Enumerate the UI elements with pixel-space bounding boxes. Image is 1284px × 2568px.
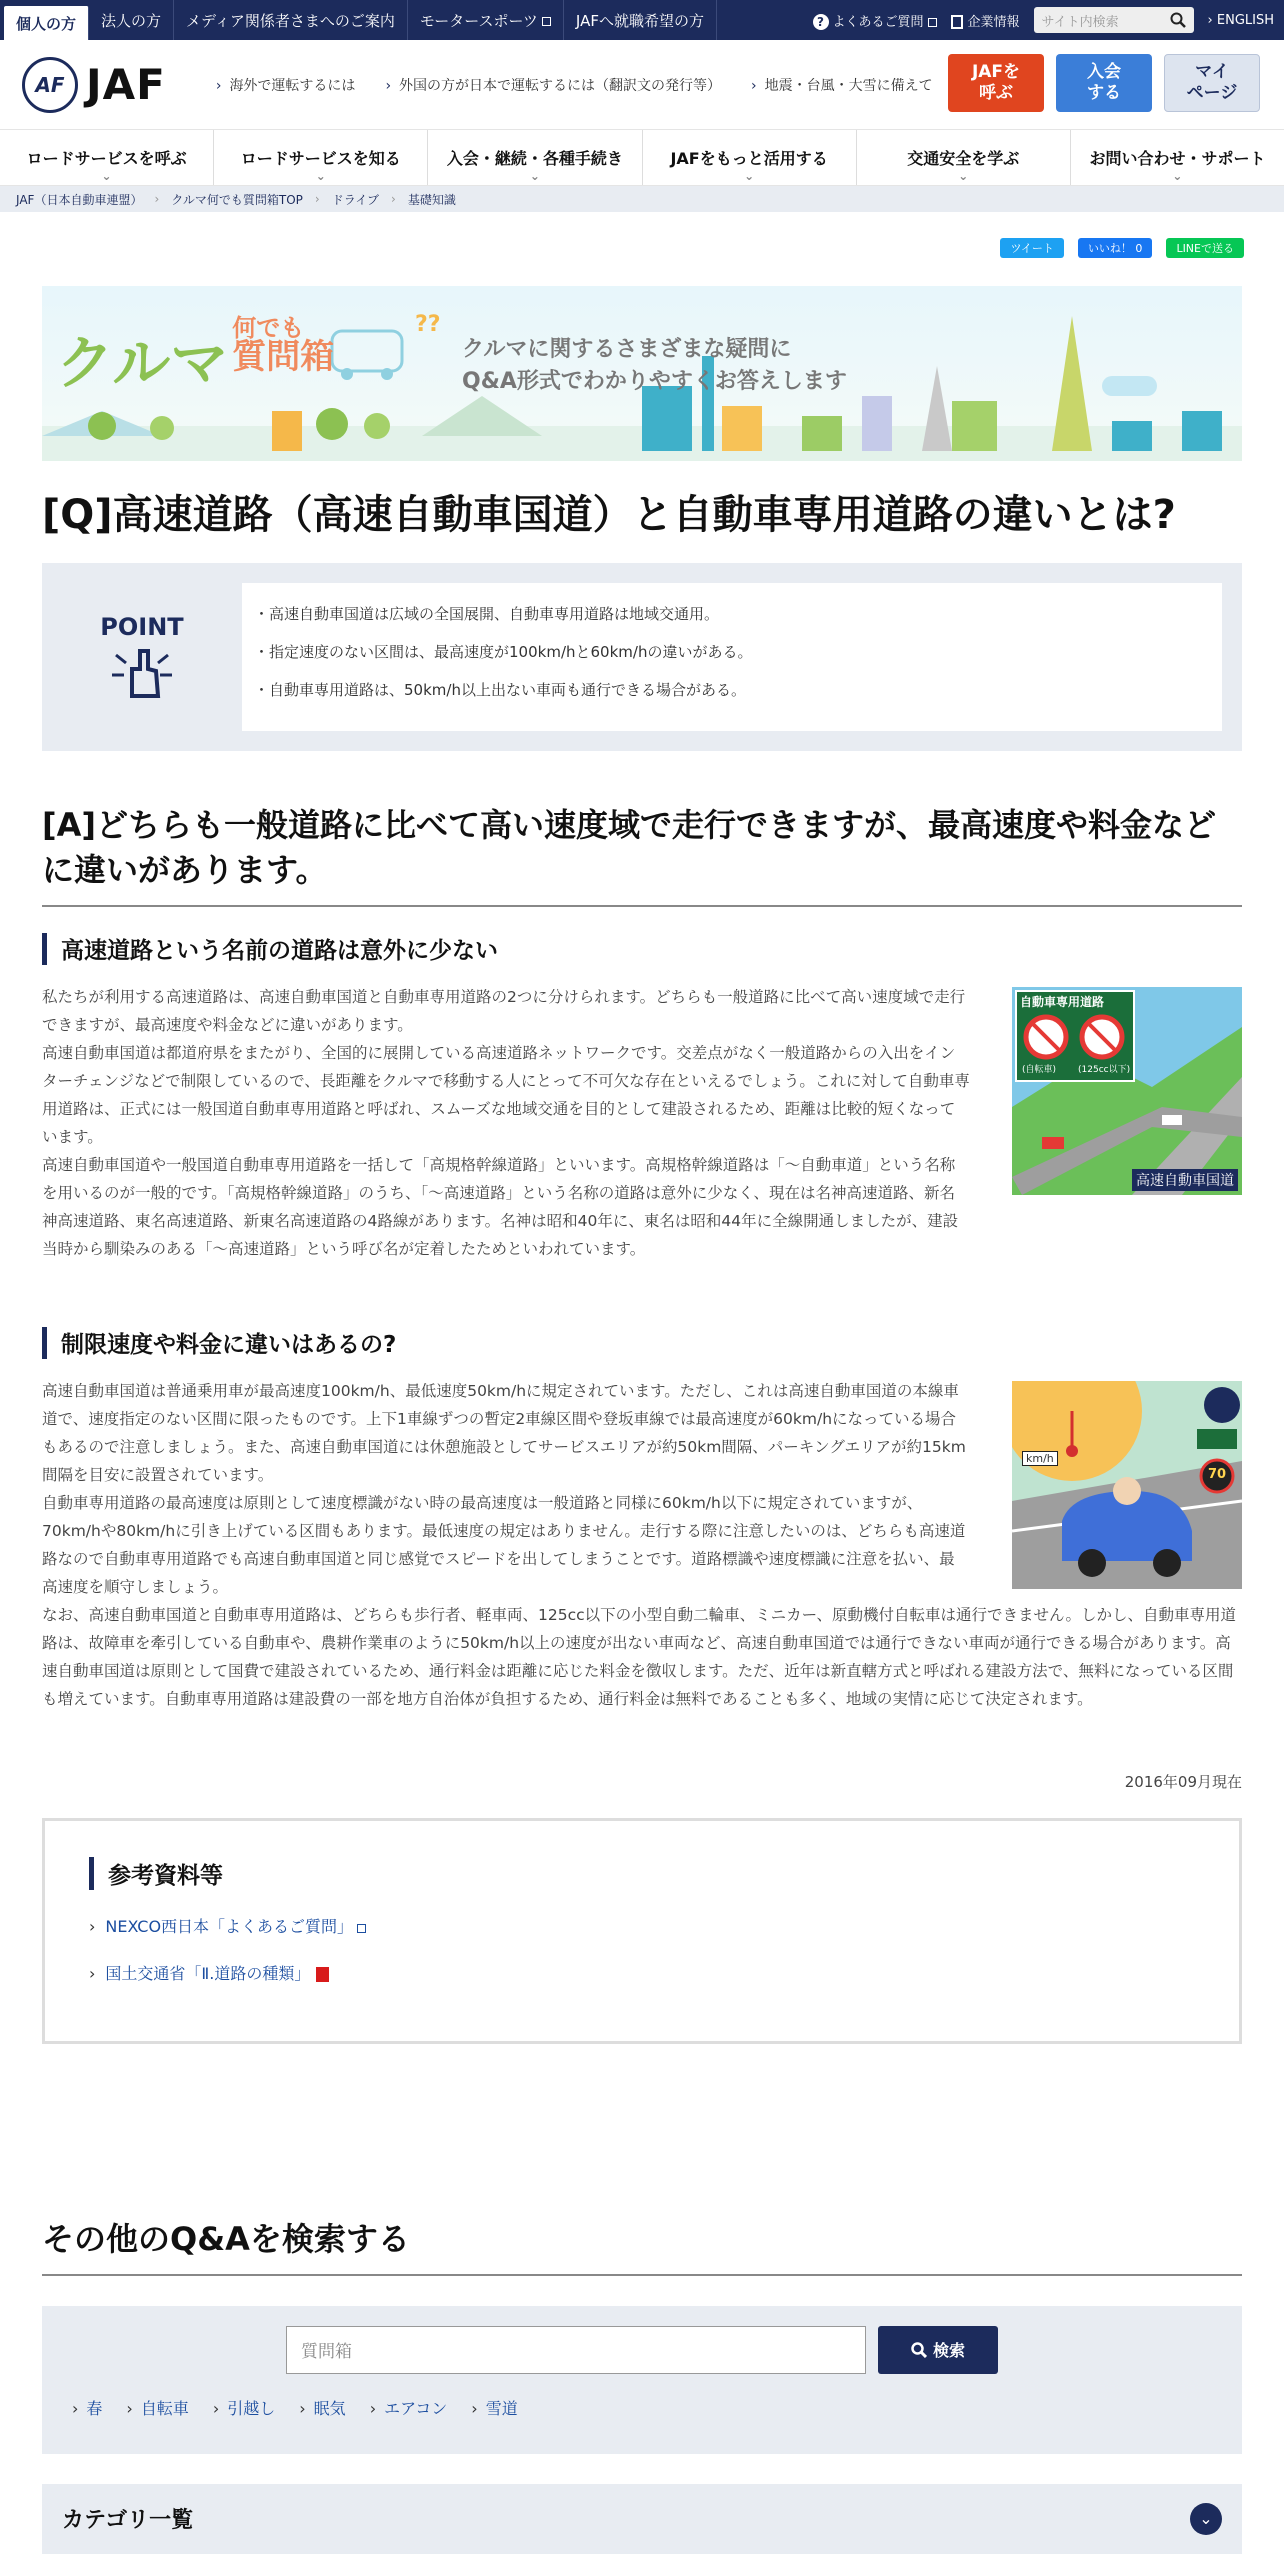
jaf-emblem-icon: AF: [22, 57, 78, 113]
speedometer-unit: km/h: [1022, 1451, 1058, 1466]
section2-heading: 制限速度や料金に違いはあるの?: [42, 1327, 1242, 1359]
section1: [42, 983, 1242, 1263]
tab-corporate[interactable]: 法人の方: [89, 0, 174, 40]
join-button[interactable]: 入会 する: [1056, 54, 1152, 112]
question-title: [Q]高速道路（高速自動車国道）と自動車専用道路の違いとは?: [42, 492, 1176, 538]
category-title: カテゴリ一覧: [62, 2508, 194, 2534]
breadcrumb-separator-icon: ›: [314, 192, 320, 206]
expressway-illustration: [1012, 987, 1242, 1195]
tag-aircon[interactable]: › エアコン: [370, 2396, 448, 2419]
answer-title: [A]どちらも一般道路に比べて高い速度域で走行できますが、最高速度や料金などに違いがあります。: [42, 803, 1242, 907]
tag-snow-road[interactable]: › 雪道: [471, 2396, 517, 2419]
tab-recruit[interactable]: JAFへ就職希望の方: [564, 0, 717, 40]
banner-sub2: Q&A形式でわかりやすくお答えします: [462, 369, 847, 394]
svg-text:??: ??: [415, 312, 441, 337]
nav-about-road-service[interactable]: ロードサービスを知る ⌄: [214, 130, 428, 185]
logo-text: JAF: [86, 60, 166, 109]
tab-motorsports[interactable]: [408, 0, 564, 40]
point-list: [242, 583, 1222, 731]
breadcrumb-separator-icon: ›: [391, 192, 396, 206]
reference-link-label: 国土交通省「Ⅱ.道路の種類」: [105, 1963, 311, 1983]
main-content: [42, 286, 1242, 2554]
external-link-icon: [542, 17, 551, 26]
keyword-tags: [72, 2396, 1242, 2419]
qa-search-row: [42, 2326, 1242, 2374]
like-button[interactable]: いいね！ 0: [1078, 238, 1153, 258]
section2: [42, 1377, 1242, 1601]
header-link-foreign[interactable]: › 外国の方が日本で運転するには（翻訳文の発行等）: [385, 75, 721, 95]
tag-bicycle[interactable]: › 自転車: [126, 2396, 188, 2419]
breadcrumb-separator-icon: ›: [154, 192, 160, 206]
call-jaf-button[interactable]: JAFを 呼ぶ: [948, 54, 1044, 112]
speed-limit-sign: 70: [1208, 1466, 1227, 1482]
speed-image: [1012, 1381, 1242, 1589]
point-label-block: [62, 583, 222, 731]
faq-link[interactable]: [813, 11, 937, 30]
nav-membership[interactable]: 入会・継続・各種手続き ⌄: [428, 130, 642, 185]
sign-sub-moped: (125cc以下): [1078, 1064, 1131, 1075]
image-caption: 高速自動車国道: [1132, 1169, 1238, 1191]
building-icon: [951, 15, 963, 29]
jaf-logo[interactable]: [22, 57, 166, 113]
banner-title: [56, 316, 334, 400]
section1-text: 私たちが利用する高速道路は、高速自動車国道と自動車専用道路の2つに分けられます。どちらも一般道路に比べて高い速度域で走行できますが、最高速度や料金などに違いがあります。 高速自動車国道は都道府県をまたがり、全国的に展開している高速道路ネットワークです。交差点がなく一般道路からの入出をインターチェンジなどで制限しているので、長距離をクルマで移動する人にとって不可欠な存在といえるでしょう。これに対して自動車専用道路は、正式には一般国道自動車専用道路と呼ばれ、スムーズな地域交通を目的として建設されるため、距離は比較的短くなっています。 高速自動車国道や一般国道自動車専用道路を一括して「高規格幹線道路」といいます。高規格幹線道路は「～自動車道」という名称を用いるのが一般的です。「高規格幹線道路」のうち、「～高速道路」という名称の道路は意外に少なく、現在は名神高速道路、新名神高速道路、東名高速道路、新東名高速道路の4路線があります。名神は昭和40年に、東名は昭和44年に全線開通しましたが、建設当時から馴染みのある「～高速道路」という呼び名が定着したためといわれています。: [42, 987, 970, 1258]
expressway-image: [1012, 987, 1242, 1195]
site-header: [0, 40, 1284, 130]
speed-illustration: [1012, 1381, 1242, 1589]
tag-spring[interactable]: › 春: [72, 2396, 102, 2419]
section1-heading: 高速道路という名前の道路は意外に少ない: [42, 933, 1242, 965]
update-date: 2016年09月現在: [1124, 1772, 1242, 1791]
header-link-overseas[interactable]: › 海外で運転するには: [216, 75, 356, 95]
qa-search-box: [42, 2306, 1242, 2454]
category-accordion[interactable]: [42, 2484, 1242, 2554]
global-nav: [0, 130, 1284, 186]
tag-drowsiness[interactable]: › 眠気: [299, 2396, 345, 2419]
nav-call-road-service[interactable]: ロードサービスを呼ぶ ⌄: [0, 130, 214, 185]
share-buttons: [0, 238, 1244, 258]
section2-text: 高速自動車国道は普通乗用車が最高速度100km/h、最低速度50km/hに規定されています。ただし、これは高速自動車国道の本線車道で、速度指定のない区間に限ったものです。上下1車線ずつの暫定2車線区間や登坂車線では最高速度が60km/hになっている場合もあるので注意しましょう。また、高速自動車国道には休憩施設としてサービスエリアが約50km間隔、パーキングエリアが約15km間隔を目安に設置されています。 自動車専用道路の最高速度は原則として速度標識がない時の最高速度は一般道路と同様に60km/h以下に規定されていますが、70km/hや80km/hに引き上げている区間もあります。最低速度の規定はありません。走行する際に注意したいのは、どちらも高速道路なので自動車専用道路でも高速自動車国道と同じ感覚でスピードを出してしまうことです。道路標識や速度標識に注意を払い、最高速度を順守しましょう。: [42, 1381, 966, 1596]
qa-search-input[interactable]: 質問箱: [286, 2326, 866, 2374]
point-item: ・ 高速自動車国道は広域の全国展開、自動車専用道路は地域交通用。: [254, 595, 1210, 633]
top-utility: [813, 0, 1284, 40]
help-icon: ?: [813, 14, 829, 30]
banner-title-a: クルマ: [56, 329, 229, 397]
breadcrumb: [0, 186, 1284, 212]
nav-support[interactable]: お問い合わせ・サポート ⌄: [1071, 130, 1284, 185]
reference-link-label: NEXCO西日本「よくあるご質問」: [105, 1916, 354, 1936]
banner-title-b: 何でも: [232, 314, 305, 342]
chevron-down-icon[interactable]: ⌄: [1190, 2503, 1222, 2535]
site-search-input[interactable]: [1034, 7, 1194, 33]
breadcrumb-jaf[interactable]: JAF（日本自動車連盟）: [16, 192, 143, 207]
search-icon[interactable]: [1170, 12, 1186, 28]
banner-sub1: クルマに関するさまざまな疑問に: [462, 337, 792, 362]
english-label: ENGLISH: [1216, 12, 1274, 28]
tag-moving[interactable]: › 引越し: [213, 2396, 275, 2419]
tab-personal[interactable]: 個人の方: [4, 6, 89, 40]
search-icon: [911, 2342, 927, 2358]
banner-subtitle: [462, 334, 847, 398]
qa-search-button[interactable]: [878, 2326, 998, 2374]
sign-label: 自動車専用道路: [1020, 994, 1105, 1009]
qa-search-button-label: 検索: [932, 2341, 965, 2361]
reference-link-nexco[interactable]: [89, 1914, 1195, 1937]
company-link[interactable]: [951, 11, 1020, 30]
nav-traffic-safety[interactable]: 交通安全を学ぶ ⌄: [857, 130, 1071, 185]
reference-link-mlit[interactable]: [89, 1961, 1195, 1984]
pointing-hand-icon: [102, 641, 182, 701]
sign-sub-bicycle: (自転車): [1022, 1064, 1057, 1075]
header-buttons: [948, 54, 1260, 112]
qa-banner: [42, 286, 1242, 461]
mypage-button[interactable]: マイ ページ: [1164, 54, 1260, 112]
external-link-icon: [928, 18, 937, 27]
header-link-disaster[interactable]: › 地震・台風・大雪に備えて: [751, 75, 933, 95]
breadcrumb-basics[interactable]: 基礎知識: [407, 192, 456, 207]
point-item: ・ 自動車専用道路は、50km/h以上出ない車両も通行できる場合がある。: [254, 671, 1210, 709]
breadcrumb-qa-top[interactable]: クルマ何でも質問箱TOP: [171, 192, 303, 207]
point-item: ・ 指定速度のない区間は、最高速度が100km/hと60km/hの違いがある。: [254, 633, 1210, 671]
point-label: POINT: [100, 613, 184, 641]
references-box: [42, 1818, 1242, 2044]
banner-title-c: 質問箱: [232, 337, 335, 377]
breadcrumb-drive[interactable]: ドライブ: [331, 192, 380, 207]
point-box: [42, 563, 1242, 751]
pdf-icon: [316, 1967, 329, 1982]
external-link-icon: [357, 1924, 366, 1933]
top-bar: [0, 0, 1284, 40]
tab-media[interactable]: メディア関係者さまへのご案内: [174, 0, 408, 40]
faq-label: よくあるご質問: [832, 14, 924, 30]
section2-text-full: なお、高速自動車国道と自動車専用道路は、どちらも歩行者、軽車両、125cc以下の小型自動二輪車、ミニカー、原動機付自転車は通行できません。しかし、自動車専用道路は、故障車を牽引している自動車や、農耕作業車のように50km/h以上の速度が出ない車両など、高速自動車国道では通行できない車両が通行できる場合があります。高速自動車国道は原則として国費で建設されているため、通行料金は距離に応じた料金を徴収します。ただ、近年は新直轄方式と呼ばれる建設方法で、無料になっている区間も増えています。自動車専用道路は建設費の一部を地方自治体が負担するため、通行料金は無料であることも多く、地域の実情に応じて決定されます。: [42, 1605, 1236, 1708]
tab-motorsports-label: モータースポーツ: [419, 11, 538, 30]
tweet-button[interactable]: ツイート: [1000, 238, 1063, 258]
header-links: [216, 75, 933, 95]
line-button[interactable]: LINEで送る: [1166, 238, 1244, 258]
company-label: 企業情報: [967, 14, 1020, 30]
english-link[interactable]: › ENGLISH: [1207, 12, 1274, 28]
site-search-placeholder: サイト内検索: [1041, 14, 1119, 30]
other-qa-heading: その他のQ&Aを検索する: [42, 2214, 1242, 2276]
references-heading: 参考資料等: [89, 1857, 1195, 1890]
nav-use-jaf[interactable]: JAFをもっと活用する ⌄: [643, 130, 857, 185]
